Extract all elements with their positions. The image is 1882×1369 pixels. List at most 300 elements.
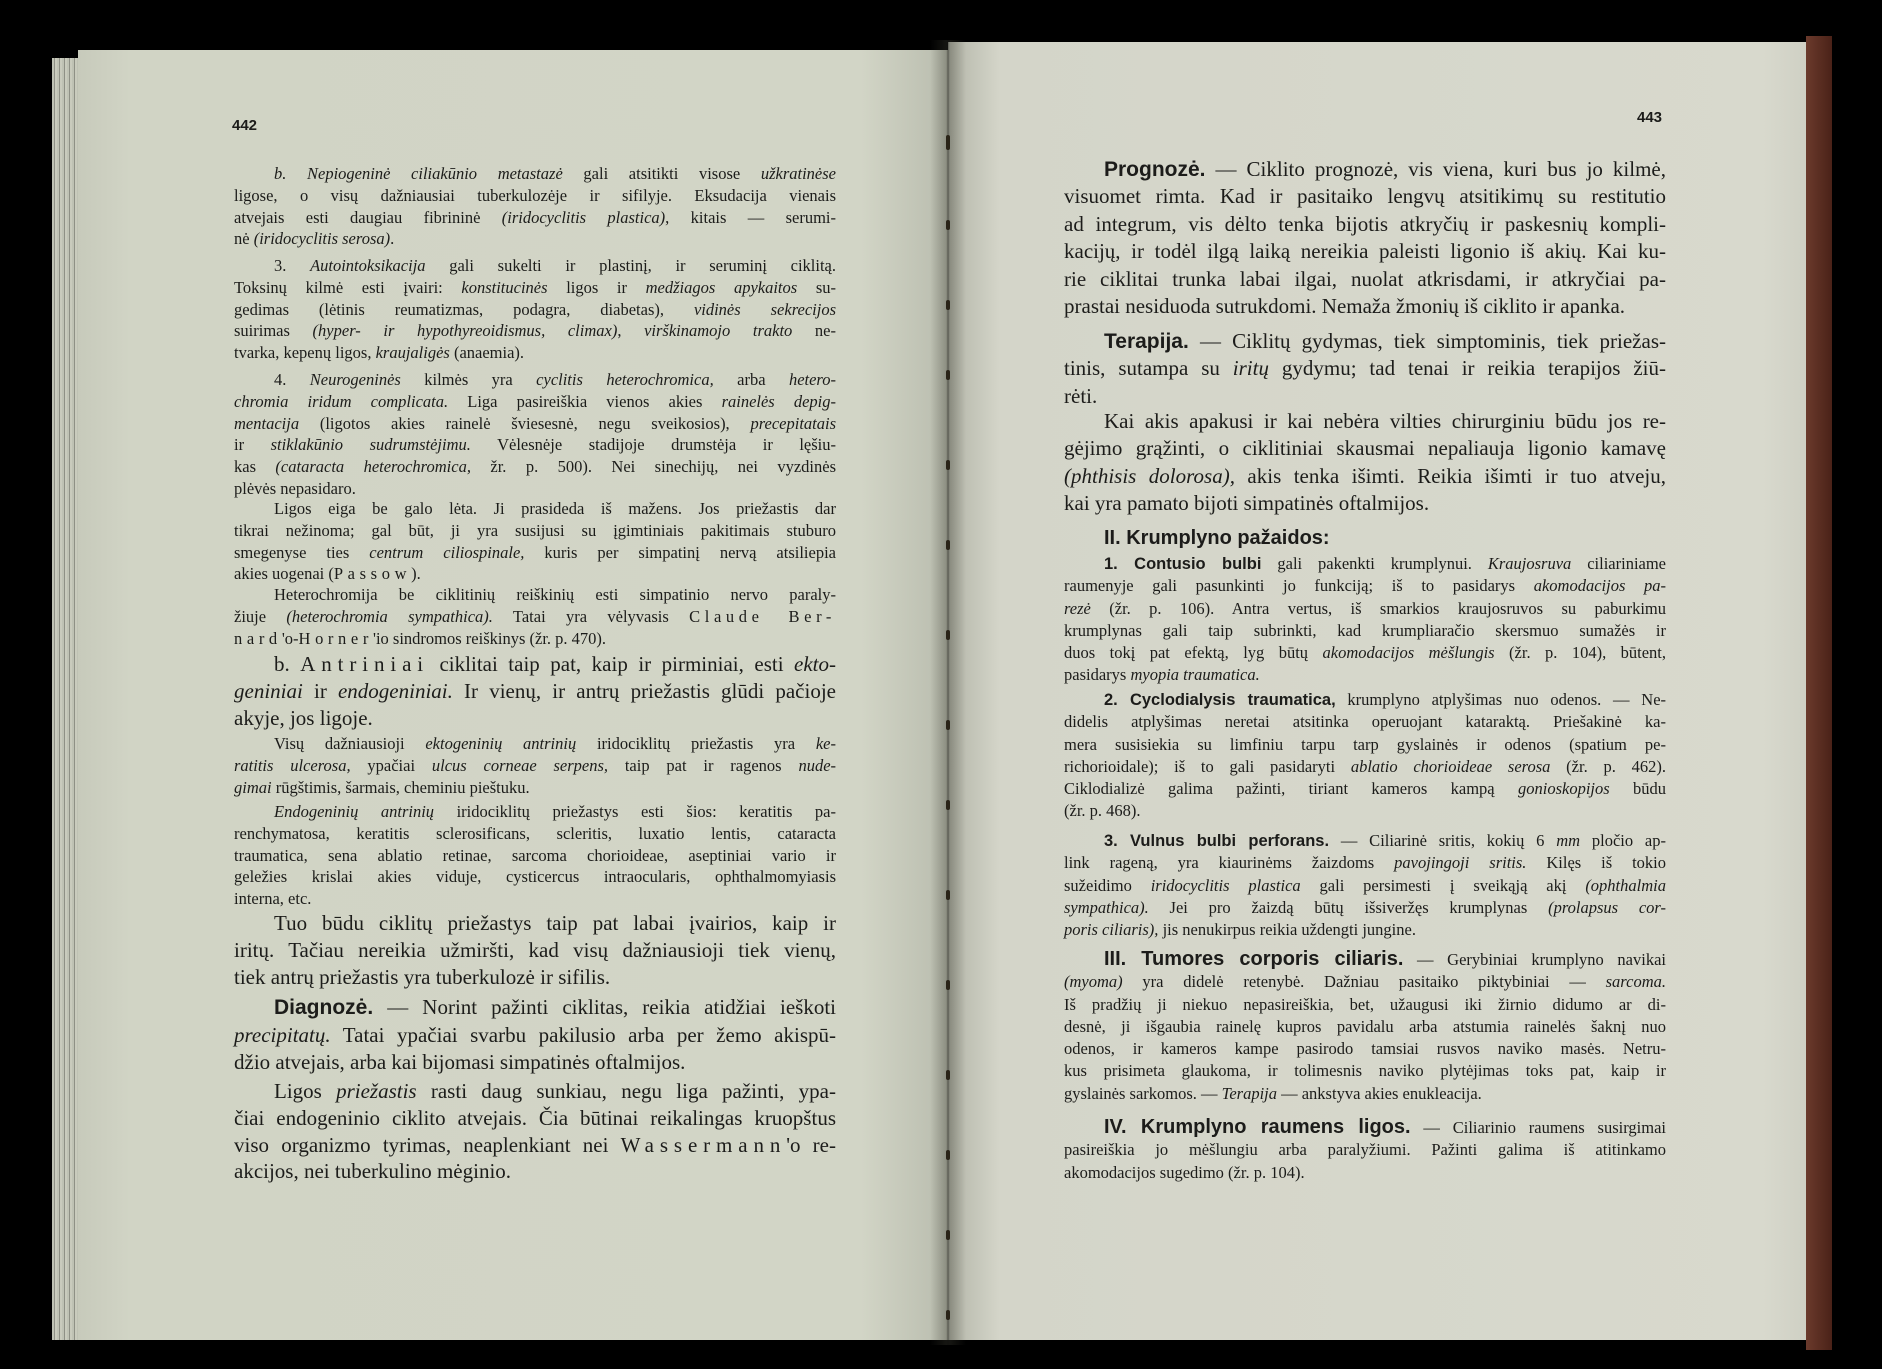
paragraph — [234, 498, 836, 585]
text-line — [1064, 463, 1666, 490]
page-number-right: 443 — [1637, 109, 1663, 126]
text-span: Liga pasireiškia vienos akies — [448, 391, 722, 411]
binding-stitch — [946, 720, 950, 730]
text-span: suirimas — [234, 321, 313, 341]
text-span: gali persimesti į sveikąją akį — [1300, 875, 1586, 895]
text-line — [1064, 183, 1666, 210]
italic-term: (iridocyclitis serosa) — [253, 229, 391, 249]
italic-term: ekto- — [794, 652, 837, 676]
text-span: 'o- — [281, 628, 299, 648]
text-line — [234, 498, 836, 520]
italic-term: mentacija — [234, 413, 300, 433]
italic-term: b. Nepiogeninė ciliakūnio metastazė — [274, 164, 563, 183]
text-span: pasireiškia jo mėšlungiu arba paralyžiumi. Pažinti galima iš atitinkamo — [1064, 1140, 1666, 1160]
italic-term: (iridocyclitis plastica) — [501, 207, 666, 227]
italic-term: užkratinėse — [760, 164, 836, 183]
text-span: raumenyje gali pasunkinti jo funkciją; iš to pasidarys — [1064, 576, 1534, 596]
text-span: rėti. — [1064, 383, 1098, 408]
text-line — [1064, 852, 1666, 874]
text-span: — Gerybiniai krumplyno navikai — [1403, 950, 1666, 969]
text-span: ne- — [792, 321, 836, 341]
text-line — [1064, 800, 1666, 822]
text-span: (ligotos akies rainelė šviesesnė, negu sveikosios), — [299, 413, 751, 433]
text-line — [234, 207, 836, 229]
text-span: viso organizmo tyrimas, neaplenkiant nei — [234, 1132, 621, 1157]
text-span: ciliariniame — [1571, 554, 1667, 573]
text-line — [1064, 527, 1666, 550]
text-span: II. Krumplyno pažaidos: — [1104, 527, 1330, 549]
text-span: kas — [234, 457, 276, 477]
text-line — [1064, 553, 1666, 575]
italic-term: poris ciliaris), — [1064, 920, 1159, 940]
bold-term: III. Tumores corporis ciliaris. — [1104, 948, 1404, 970]
text-span: ad integrum, vis dėlto tenka bijotis atkryčių ir paskesnių kompli- — [1064, 211, 1666, 236]
text-line — [1064, 734, 1666, 756]
text-line — [234, 185, 836, 207]
text-span: su- — [797, 277, 836, 297]
text-span: ypačiai — [350, 755, 432, 775]
paragraph — [1064, 689, 1666, 823]
text-span: džio atvejais, arba kai bijomasi simpatinės oftalmijos. — [234, 1049, 686, 1074]
text-span: Jei pro žaizdą būtų išsiveržęs krumplynas — [1148, 897, 1549, 917]
italic-term: virškinamojo trakto — [644, 321, 793, 341]
text-span: gali pakenkti krumplynui. — [1261, 554, 1488, 573]
text-span: — Ciliarinė sritis, kokių 6 — [1329, 831, 1557, 850]
text-line — [234, 888, 836, 910]
text-span: 'o re- — [786, 1132, 836, 1157]
text-span: ir — [234, 435, 271, 455]
text-span: gyslainės sarkomos. — — [1064, 1083, 1222, 1103]
text-span: mera susisiekia su limfiniu tarpu tarp gyslainės ir odenos (spatium pe- — [1064, 734, 1666, 754]
italic-term: rezė — [1064, 598, 1091, 618]
text-span: kilmės yra — [400, 370, 537, 389]
paragraph — [1064, 408, 1666, 518]
text-line — [234, 1049, 836, 1076]
bold-term: IV. Krumplyno raumens ligos. — [1104, 1116, 1411, 1138]
bold-term: Diagnozė. — [274, 996, 374, 1019]
text-span: pasidarys — [1064, 665, 1131, 685]
italic-term: Endogeninių antrinių — [274, 802, 435, 821]
italic-term: sympathica). — [1064, 897, 1149, 917]
text-span: prastai nesiduoda sutrukdomi. Nemaža žmonių iš ciklito ir apanka. — [1064, 294, 1626, 319]
text-line — [1064, 620, 1666, 642]
text-span: rūgštimis, šarmais, cheminiu pieštuku. — [271, 777, 530, 797]
text-span: link rageną, yra kiaurinėms žaizdoms — [1064, 853, 1395, 873]
text-line — [234, 994, 836, 1022]
text-line — [1064, 948, 1666, 971]
text-span: jis nenukirpus reikia uždengti jungine. — [1158, 920, 1416, 940]
text-line — [1064, 971, 1666, 993]
text-span: ). — [411, 564, 421, 584]
paragraph — [234, 651, 836, 731]
text-span: tikrai nežinoma; gal būt, ji yra susijusi su įgimtiniais pakitimais stuburo — [234, 520, 836, 540]
text-span: duos tokį pat efektą, lyg būtų — [1064, 643, 1323, 663]
paragraph — [1064, 156, 1666, 320]
italic-term: kraujaligės — [375, 343, 450, 363]
text-span: rasti daug sunkiau, negu liga pažinti, ypa- — [416, 1079, 836, 1103]
text-span: , — [617, 321, 645, 341]
text-span: odenos, ir kameros kampe pasirodo tamsiai rusvos naviko masės. Netru- — [1064, 1039, 1666, 1059]
binding-stitch — [946, 370, 950, 380]
italic-term: mm — [1556, 831, 1581, 850]
text-span: kai yra pamato bijoti simpatinės oftalmijos. — [1064, 491, 1430, 516]
text-line — [234, 520, 836, 542]
text-line — [1064, 919, 1666, 941]
italic-term: Autointoksikacija — [310, 256, 426, 275]
italic-term: medžiagos apykaitos — [645, 277, 798, 297]
spaced-name: Wassermann — [620, 1132, 787, 1157]
text-span: renchymatosa, keratitis sclerosificans, scleritis, luxatio lentis, cataracta — [234, 823, 836, 843]
italic-term: (myoma) — [1064, 972, 1123, 992]
text-span: (žr. p. 104), būtent, — [1494, 643, 1667, 663]
text-span: (anaemia). — [449, 343, 525, 363]
paragraph — [1064, 830, 1666, 941]
text-span: kuris per simpatinį nervą atsiliepia — [524, 542, 836, 562]
italic-term: gonioskopijos — [1517, 779, 1610, 799]
paragraph — [234, 994, 836, 1075]
bold-term: Prognozė. — [1104, 158, 1206, 181]
text-span: Iš pradžių ji niekuo nepasireiškia, bet, užaugusi iki žirnio didumo ar di- — [1064, 994, 1666, 1014]
text-line — [1064, 293, 1666, 320]
italic-term: geniniai — [234, 678, 303, 703]
text-span: gedimas (lėtinis reumatizmas, podagra, diabetas), — [234, 299, 694, 319]
text-line — [234, 606, 836, 628]
text-span: traumatica, sena ablatio retinae, sarcoma chorioideae, aseptiniai vario ir — [234, 845, 836, 865]
text-span: kus prisimeta glaukoma, ir tolimesnis naviko plytėjimas toks pat, kaip ir — [1064, 1061, 1666, 1081]
text-span: arba — [713, 370, 789, 389]
text-line — [234, 910, 836, 937]
text-span: tinis, sutampa su — [1064, 356, 1233, 381]
binding-stitch — [946, 540, 950, 550]
text-line — [234, 937, 836, 964]
italic-term: precepitatais — [750, 413, 836, 433]
text-line — [1064, 238, 1666, 265]
text-span: Tuo būdu ciklitų priežastys taip pat labai įvairios, kaip ir — [274, 911, 836, 935]
text-span: Ir vienų, ir antrų priežastis glūdi pačioje — [452, 678, 836, 703]
text-span: iritų. Tačiau nereikia užmiršti, kad visų dažniausioji tiek vienų, — [234, 937, 836, 962]
text-line — [1064, 435, 1666, 462]
text-span: krumplyno atplyšimas nuo odenos. — Ne- — [1335, 690, 1667, 709]
text-span: — Ciklitų gydymas, tiek simptominis, tiek priežas- — [1188, 329, 1666, 353]
text-span: . — [390, 229, 395, 249]
text-line — [234, 678, 836, 705]
text-line — [1064, 408, 1666, 435]
text-span: kacijų, ir todėl ilgą laiką nereikia paleisti ligonio iš akių. Kai ku- — [1064, 239, 1666, 264]
text-span: yra didelė retenybė. Dažniau pasitaiko piktybiniai — — [1122, 972, 1606, 992]
paragraph — [234, 369, 836, 500]
text-line — [234, 964, 836, 991]
book-cover-edge — [1806, 36, 1832, 1350]
binding-stitch — [946, 460, 950, 470]
text-span: Visų dažniausioji — [274, 734, 426, 753]
text-span: atvejais esti daugiau fibrininė — [234, 207, 502, 227]
text-span: ligos ir — [547, 277, 646, 297]
text-span: gydymu; tad tenai ir reikia terapijos žiū- — [1268, 356, 1666, 381]
italic-term: ektogeninių antrinių — [425, 734, 577, 753]
text-span: — Norint pažinti ciklitas, reikia atidžiai ieškoti — [373, 995, 836, 1019]
text-span: (žr. p. 106). Antra vertus, iš smarkios kraujosruvos su paburkimu — [1090, 598, 1666, 618]
text-line — [234, 299, 836, 321]
paragraph — [234, 255, 836, 364]
text-line — [1064, 598, 1666, 620]
binding-stitch — [946, 630, 950, 640]
text-line — [234, 628, 836, 650]
text-line — [234, 228, 836, 250]
italic-term: (hyper- ir hypothyreoidismus, climax) — [312, 321, 618, 341]
binding-stitch — [946, 1230, 950, 1240]
text-line — [234, 456, 836, 478]
text-span: akcijos, nei tuberkulino mėginio. — [234, 1159, 512, 1184]
text-line — [1064, 328, 1666, 355]
text-line — [1064, 994, 1666, 1016]
italic-term: iridocyclitis plastica — [1150, 875, 1301, 895]
text-line — [234, 478, 836, 500]
page-number-left: 442 — [232, 117, 258, 134]
text-span: , kitais — serumi- — [665, 207, 836, 227]
text-span: 4. — [274, 370, 310, 389]
text-span: visuomet rimta. Kad ir pasitaiko lengvų atsitikimų su restitutio — [1064, 184, 1666, 209]
text-span: didelis atplyšimas neretai atsitinka operuojant kataraktą. Priešakinė ka- — [1064, 712, 1666, 732]
italic-term: iritų — [1232, 356, 1269, 381]
text-line — [234, 1105, 836, 1132]
text-span: ciklitai taip pat, kaip ir pirminiai, esti — [429, 652, 795, 676]
text-line — [234, 845, 836, 867]
text-line — [1064, 156, 1666, 183]
text-line — [234, 1158, 836, 1185]
italic-term: (cataracta heterochromica, — [275, 457, 471, 477]
text-line — [234, 413, 836, 435]
text-span: — ankstyva akies enukleacija. — [1276, 1083, 1482, 1103]
italic-term: rainelės depig- — [721, 391, 837, 411]
text-span: akies uogenai ( — [234, 564, 334, 584]
italic-term: Terapija — [1221, 1083, 1277, 1103]
text-line — [1064, 875, 1666, 897]
text-line — [234, 320, 836, 342]
text-line — [234, 1022, 836, 1049]
text-line — [1064, 897, 1666, 919]
text-span: Toksinų kilmė esti įvairi: — [234, 277, 462, 297]
text-span: akyje, jos ligoje. — [234, 705, 373, 730]
text-span: Kai akis apakusi ir kai nebėra vilties chirurginiu būdu jos re- — [1104, 409, 1666, 433]
text-span: 3. — [274, 256, 311, 275]
spaced-name: Horner — [298, 628, 373, 648]
text-span: žiuje — [234, 606, 287, 626]
paragraph — [234, 733, 836, 798]
text-line — [1064, 664, 1666, 686]
italic-term: endogeniniai. — [337, 678, 453, 703]
paragraph — [234, 801, 836, 910]
text-span: desnė, ji išgaubia rainelę kupros pavidalu arba atstumia rainelės šaknį nuo — [1064, 1016, 1666, 1036]
text-line — [1064, 778, 1666, 800]
text-span: Tatai ypačiai svarbu pakilusio arba per žemo akispū- — [330, 1022, 836, 1047]
text-span: ir — [302, 678, 338, 703]
text-line — [234, 1132, 836, 1159]
text-line — [1064, 830, 1666, 852]
text-span: 'io sindromos reiškinys (žr. p. 470). — [372, 628, 607, 648]
text-span: iridociklitų priežastys esti šios: keratitis pa- — [434, 802, 836, 821]
binding-stitch — [946, 1310, 950, 1320]
italic-term: akomodacijos pa- — [1533, 576, 1666, 596]
text-line — [234, 801, 836, 823]
text-span: richorioidale); iš to gali pasidaryti — [1064, 756, 1351, 776]
italic-term: (ophthalmia — [1585, 875, 1666, 895]
text-span: b. — [274, 652, 301, 676]
text-span: Tatai yra vėlyvasis — [492, 606, 690, 626]
italic-term: nude- — [798, 755, 837, 775]
text-span: žr. p. 500). Nei sinechijų, nei vyzdinės — [470, 457, 837, 477]
text-span: gėjimo grąžinti, o ciklitiniai skausmai nepaliauja ligonio kamavę — [1064, 436, 1666, 461]
paragraph — [1064, 1116, 1666, 1184]
text-span: (žr. p. 468). — [1064, 801, 1141, 821]
bold-term: 1. Contusio bulbi — [1104, 555, 1262, 573]
text-span: ligose, o visų dažniausiai tuberkulozėje ir sifilyje. Eksudacija vienais — [234, 185, 836, 205]
text-span: čiai endogeninio ciklito atvejais. Čia būtinai reikalingas kruopštus — [234, 1105, 836, 1130]
text-span: Kilęs iš tokio — [1526, 853, 1666, 873]
text-span: rie ciklitai trunka labai ilgai, nuolat atkrisdami, ir atkryčiai pa- — [1064, 266, 1666, 291]
italic-term: chromia iridum complicata. — [234, 391, 449, 411]
text-line — [234, 584, 836, 606]
text-span: nė — [234, 229, 254, 249]
italic-term: gimai — [234, 777, 272, 797]
text-line — [234, 733, 836, 755]
text-span: akis tenka išimti. Reikia išimti ir tuo atveju, — [1234, 463, 1666, 488]
text-line — [234, 542, 836, 564]
paragraph — [234, 1078, 836, 1185]
italic-term: (heterochromia sympathica). — [286, 606, 493, 626]
text-span: plėvės nepasidaro. — [234, 478, 356, 498]
text-line — [1064, 756, 1666, 778]
text-span: Heterochromija be ciklitinių reiškinių esti simpatinio nervo paraly- — [274, 585, 836, 604]
text-line — [234, 1078, 836, 1105]
text-line — [234, 563, 836, 585]
text-line — [234, 866, 836, 888]
binding-stitch — [946, 1070, 950, 1080]
italic-term: sarcoma. — [1605, 972, 1666, 992]
binding-stitch — [946, 1150, 950, 1160]
binding-stitch — [946, 300, 950, 310]
text-line — [1064, 1016, 1666, 1038]
text-span: Vėlesnėje stadijoje drumstėja ir lęšiu- — [470, 435, 837, 455]
italic-term: precipitatų. — [234, 1022, 331, 1047]
italic-term: (phthisis dolorosa), — [1064, 463, 1235, 488]
bold-term: 3. Vulnus bulbi perforans. — [1104, 832, 1330, 850]
spaced-name: Claude Ber- — [689, 606, 836, 626]
italic-term: ratitis ulcerosa, — [234, 755, 351, 775]
text-line — [1064, 383, 1666, 410]
text-line — [234, 255, 836, 277]
italic-term: stiklakūnio sudrumstėjimu. — [270, 435, 471, 455]
text-span: gali atsitikti visose — [562, 164, 761, 183]
spaced-name: Passow — [333, 564, 412, 584]
italic-term: akomodacijos mėšlungis — [1322, 643, 1495, 663]
italic-term: (prolapsus cor- — [1548, 897, 1666, 917]
text-line — [234, 823, 836, 845]
binding-stitch — [946, 980, 950, 990]
italic-term: ke- — [815, 734, 836, 753]
italic-term: centrum ciliospinale, — [369, 542, 525, 562]
text-line — [234, 755, 836, 777]
text-line — [234, 342, 836, 364]
binding-stitch — [946, 140, 950, 150]
text-span: interna, etc. — [234, 889, 312, 909]
text-span: (žr. p. 462). — [1550, 756, 1666, 776]
bold-term: 2. Cyclodialysis traumatica, — [1104, 691, 1336, 709]
binding-stitch — [946, 890, 950, 900]
text-line — [1064, 211, 1666, 238]
section-heading — [1064, 527, 1666, 550]
bold-term: Terapija. — [1104, 330, 1189, 353]
text-span: Ciklodializė galima pažinti, tiriant kameros kampą — [1064, 779, 1518, 799]
text-line — [1064, 266, 1666, 293]
text-span: akomodacijos sugedimo (žr. p. 104). — [1064, 1162, 1305, 1182]
text-line — [234, 777, 836, 799]
text-span: tiek antrų priežastis yra tuberkulozė ir sifilis. — [234, 964, 611, 989]
text-span: iridociklitų priežastis yra — [576, 734, 816, 753]
text-line — [1064, 1060, 1666, 1082]
paragraph — [1064, 328, 1666, 410]
text-line — [234, 705, 836, 732]
spaced-name: nard — [234, 628, 282, 648]
italic-term: myopia traumatica. — [1130, 665, 1260, 685]
text-line — [1064, 355, 1666, 382]
text-line — [1064, 575, 1666, 597]
text-span: sužeidimo — [1064, 875, 1151, 895]
text-span: — Ciliarinio raumens susirgimai — [1410, 1118, 1666, 1137]
spaced-name: Antriniai — [300, 652, 429, 676]
binding-stitch — [946, 800, 950, 810]
text-span: Ligos — [274, 1079, 337, 1103]
text-line — [1064, 1083, 1666, 1105]
text-line — [234, 651, 836, 678]
paragraph — [234, 910, 836, 990]
binding-stitch — [946, 220, 950, 230]
text-span: taip pat ir ragenos — [608, 755, 799, 775]
text-span: — Ciklito prognozė, vis viena, kuri bus jo kilmė, — [1205, 157, 1666, 181]
text-span: pločio ap- — [1580, 831, 1666, 850]
paragraph — [234, 584, 836, 649]
paragraph — [1064, 553, 1666, 687]
text-span: Ligos eiga be galo lėta. Ji prasideda iš mažens. Jos priežastis dar — [274, 499, 836, 518]
italic-term: Kraujosruva — [1487, 554, 1572, 573]
text-line — [234, 163, 836, 185]
italic-term: ulcus corneae serpens, — [431, 755, 609, 775]
paragraph — [234, 163, 836, 250]
text-line — [234, 277, 836, 299]
text-span: tvarka, kepenų ligos, — [234, 343, 376, 363]
text-line — [1064, 711, 1666, 733]
text-span: krumplynas gali taip subrinkti, kad krumpliaračio skersmuo sumažės ir — [1064, 620, 1666, 640]
italic-term: vidinės sekrecijos — [693, 299, 836, 319]
text-line — [1064, 1162, 1666, 1184]
italic-term: konstitucinės — [461, 277, 548, 297]
text-span: geležies krislai akies viduje, cysticercus intraocularis, ophthalmomyiasis — [234, 867, 836, 887]
italic-term: cyclitis heterochromica, — [536, 370, 714, 389]
text-span: gali sukelti ir plastinį, ir seruminį ciklitą. — [425, 256, 836, 275]
text-line — [1064, 1139, 1666, 1161]
text-line — [1064, 642, 1666, 664]
italic-term: hetero- — [788, 370, 836, 389]
text-span: būdu — [1609, 779, 1667, 799]
italic-term: priežastis — [336, 1079, 417, 1103]
text-span: smegenyse ties — [234, 542, 370, 562]
text-line — [1064, 1116, 1666, 1139]
paragraph — [1064, 948, 1666, 1105]
text-line — [234, 369, 836, 391]
text-line — [234, 434, 836, 456]
text-line — [1064, 490, 1666, 517]
italic-term: ablatio chorioideae serosa — [1350, 756, 1551, 776]
text-line — [1064, 1038, 1666, 1060]
